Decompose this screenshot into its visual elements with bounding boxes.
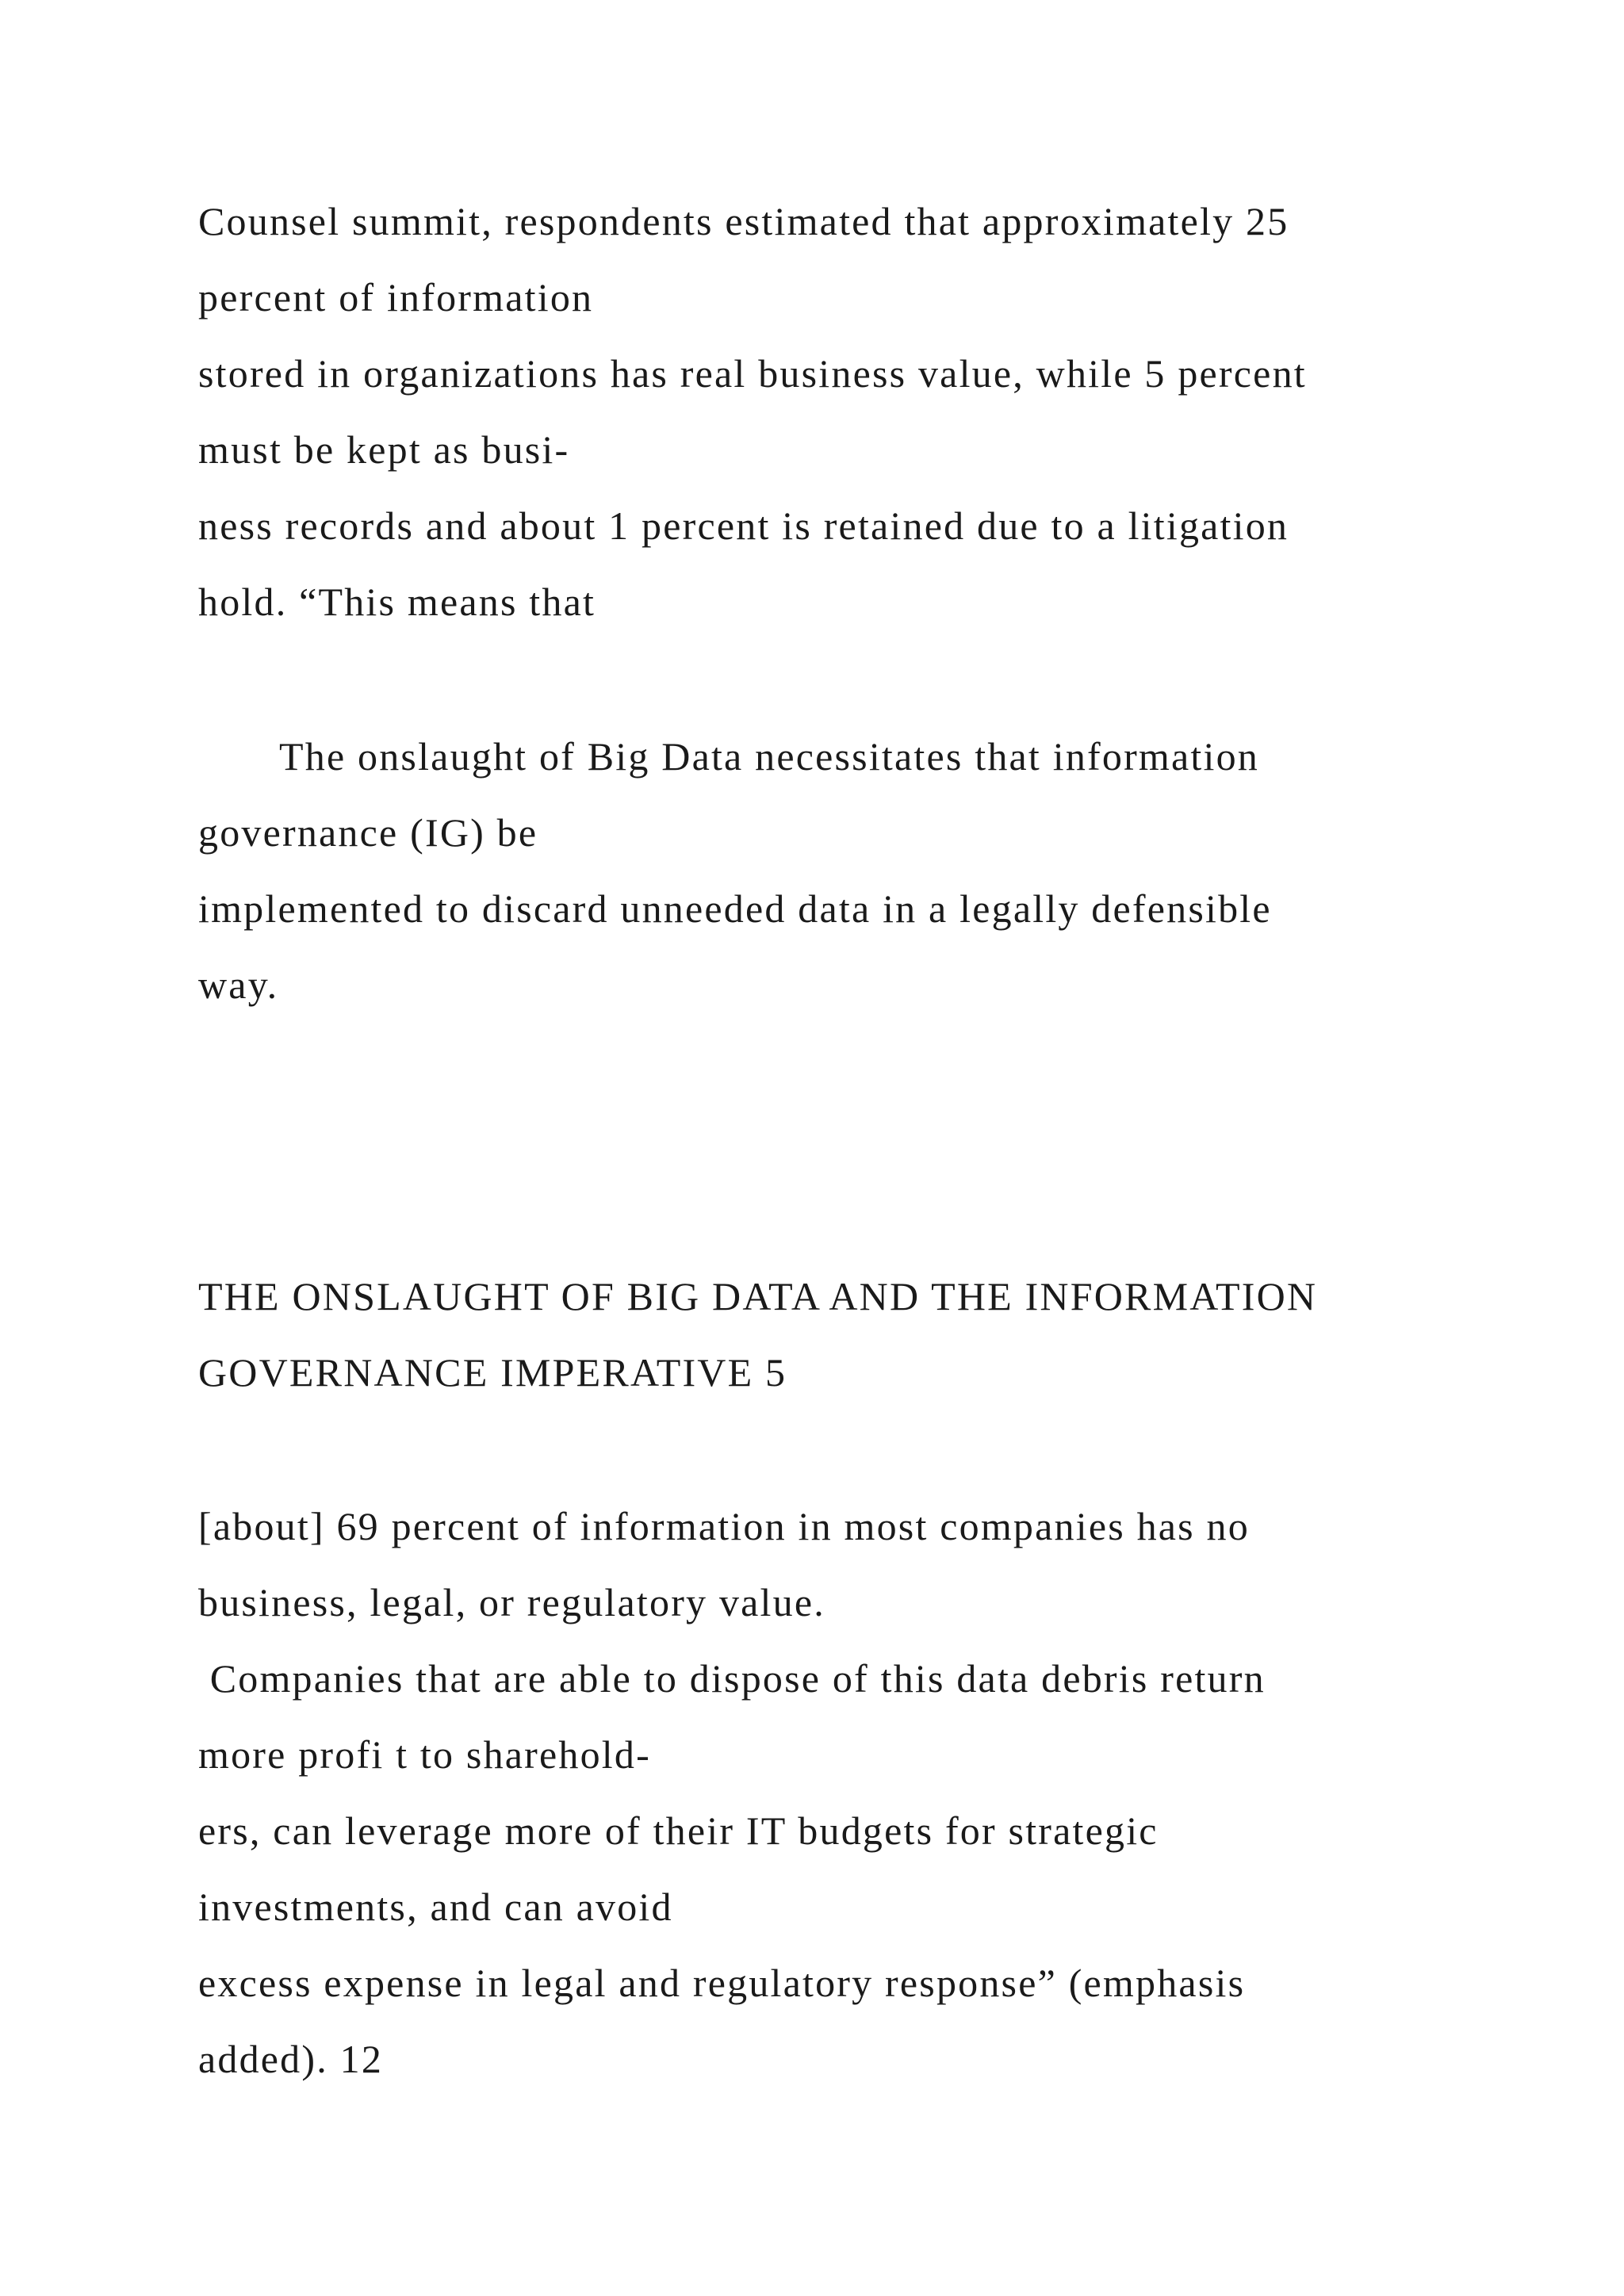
- text-line: stored in organizations has real business value, while 5 percent: [198, 351, 1307, 396]
- text-line: [about] 69 percent of information in most companies has no: [198, 1504, 1250, 1548]
- text-line: way.: [198, 962, 279, 1007]
- text-line: investments, and can avoid: [198, 1885, 673, 1929]
- text-line: ness records and about 1 percent is retained due to a litigation: [198, 503, 1289, 548]
- text-line: excess expense in legal and regulatory response” (emphasis: [198, 1961, 1246, 2005]
- text-line: added). 12: [198, 2037, 384, 2081]
- text-line: percent of information: [198, 275, 594, 320]
- text-line: governance (IG) be: [198, 810, 538, 855]
- text-line: The onslaught of Big Data necessitates that information: [198, 734, 1259, 779]
- text-line: Counsel summit, respondents estimated that approximately 25: [198, 199, 1289, 243]
- text-line: must be kept as busi-: [198, 427, 570, 472]
- header-line: THE ONSLAUGHT OF BIG DATA AND THE INFORMATION: [198, 1274, 1318, 1318]
- text-line: ers, can leverage more of their IT budgets for strategic: [198, 1808, 1159, 1853]
- header-line: GOVERNANCE IMPERATIVE 5: [198, 1350, 787, 1395]
- text-line: Companies that are able to dispose of this data debris return: [198, 1656, 1266, 1701]
- text-line: business, legal, or regulatory value.: [198, 1580, 825, 1624]
- text-line: more profi t to sharehold-: [198, 1732, 651, 1777]
- text-line: hold. “This means that: [198, 580, 596, 624]
- text-line: implemented to discard unneeded data in a legally defensible: [198, 886, 1272, 931]
